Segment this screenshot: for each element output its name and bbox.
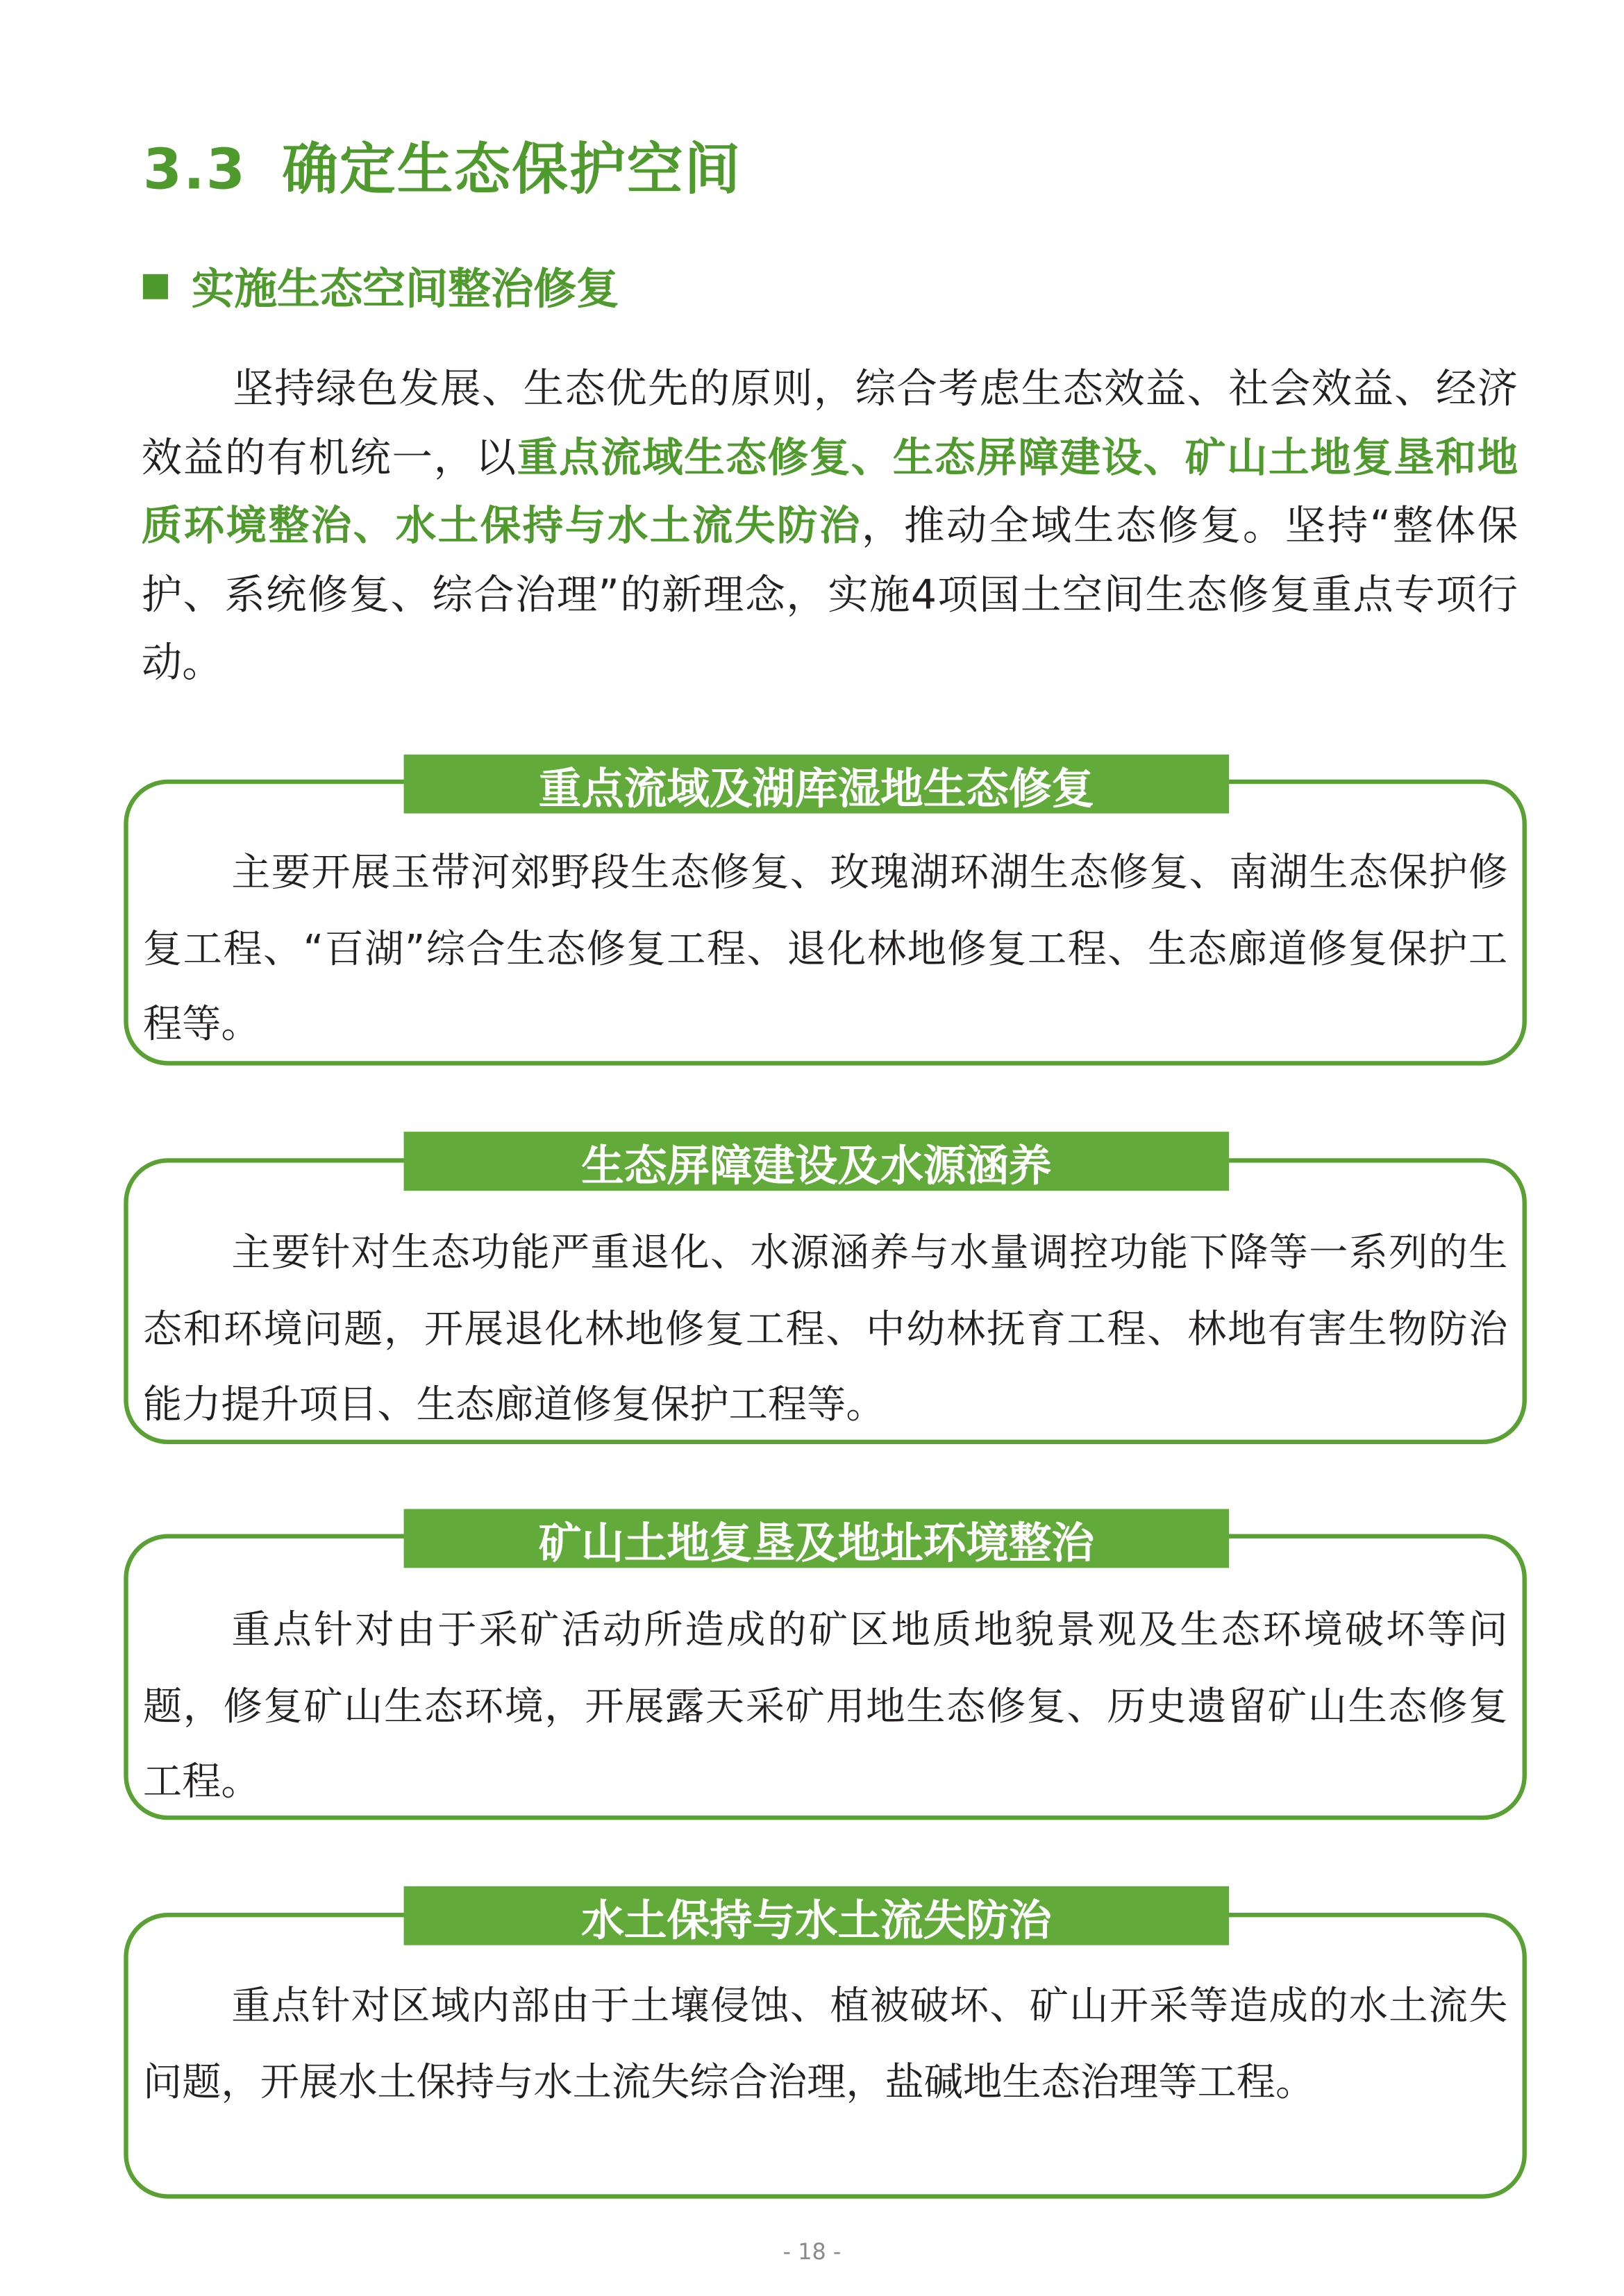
page-number: - 18 - [782, 2238, 842, 2265]
action-box-2-body: 主要针对生态功能严重退化、水源涵养与水量调控功能下降等一系列的生态和环境问题，开展退化林地修复工程、中幼林抚育工程、林地有害生物防治能力提升项目、生态廊道修复保护工程等。 [142, 1230, 1508, 1428]
subheading [143, 256, 619, 317]
action-box-4-body: 重点针对区域内部由于土壤侵蚀、植被破坏、矿山开采等造成的水土流失问题，开展水土保持与水土流失综合治理，盐碱地生态治理等工程。 [142, 1983, 1508, 2105]
action-box-3-title: 矿山土地复垦及地址环境整治 [404, 1509, 1230, 1568]
intro-text-part2: ，推动全域生态修复。坚持“整体保护、系统修复、综合治理”的新理念，实施4项国土空间生态修复重点专项行动。 [141, 502, 1518, 687]
section-title-text: 确定生态保护空间 [282, 137, 742, 202]
intro-paragraph [142, 355, 1518, 698]
section-number: 3.3 [142, 137, 247, 202]
intro-highlight: 重点流域生态修复、生态屏障建设、矿山土地复垦和地质环境整治、水土保持与水土流失防治 [141, 434, 1518, 550]
section-title [143, 124, 742, 205]
square-bullet-icon [143, 274, 168, 299]
action-box-1-body: 主要开展玉带河郊野段生态修复、玫瑰湖环湖生态修复、南湖生态保护修复工程、“百湖”综合生态修复工程、退化林地修复工程、生态廊道修复保护工程等。 [142, 850, 1508, 1048]
intro-text-part1: 坚持绿色发展、生态优先的原则，综合考虑生态效益、社会效益、经济效益的有机统一，以 [141, 365, 1518, 481]
action-box-4-title: 水土保持与水土流失防治 [404, 1886, 1230, 1945]
action-box-2-title: 生态屏障建设及水源涵养 [404, 1132, 1230, 1191]
action-box-1-title: 重点流域及湖库湿地生态修复 [404, 755, 1230, 814]
subheading-text: 实施生态空间整治修复 [191, 263, 619, 315]
action-box-3-body: 重点针对由于采矿活动所造成的矿区地质地貌景观及生态环境破坏等问题，修复矿山生态环境，开展露天采矿用地生态修复、历史遗留矿山生态修复工程。 [142, 1607, 1508, 1806]
